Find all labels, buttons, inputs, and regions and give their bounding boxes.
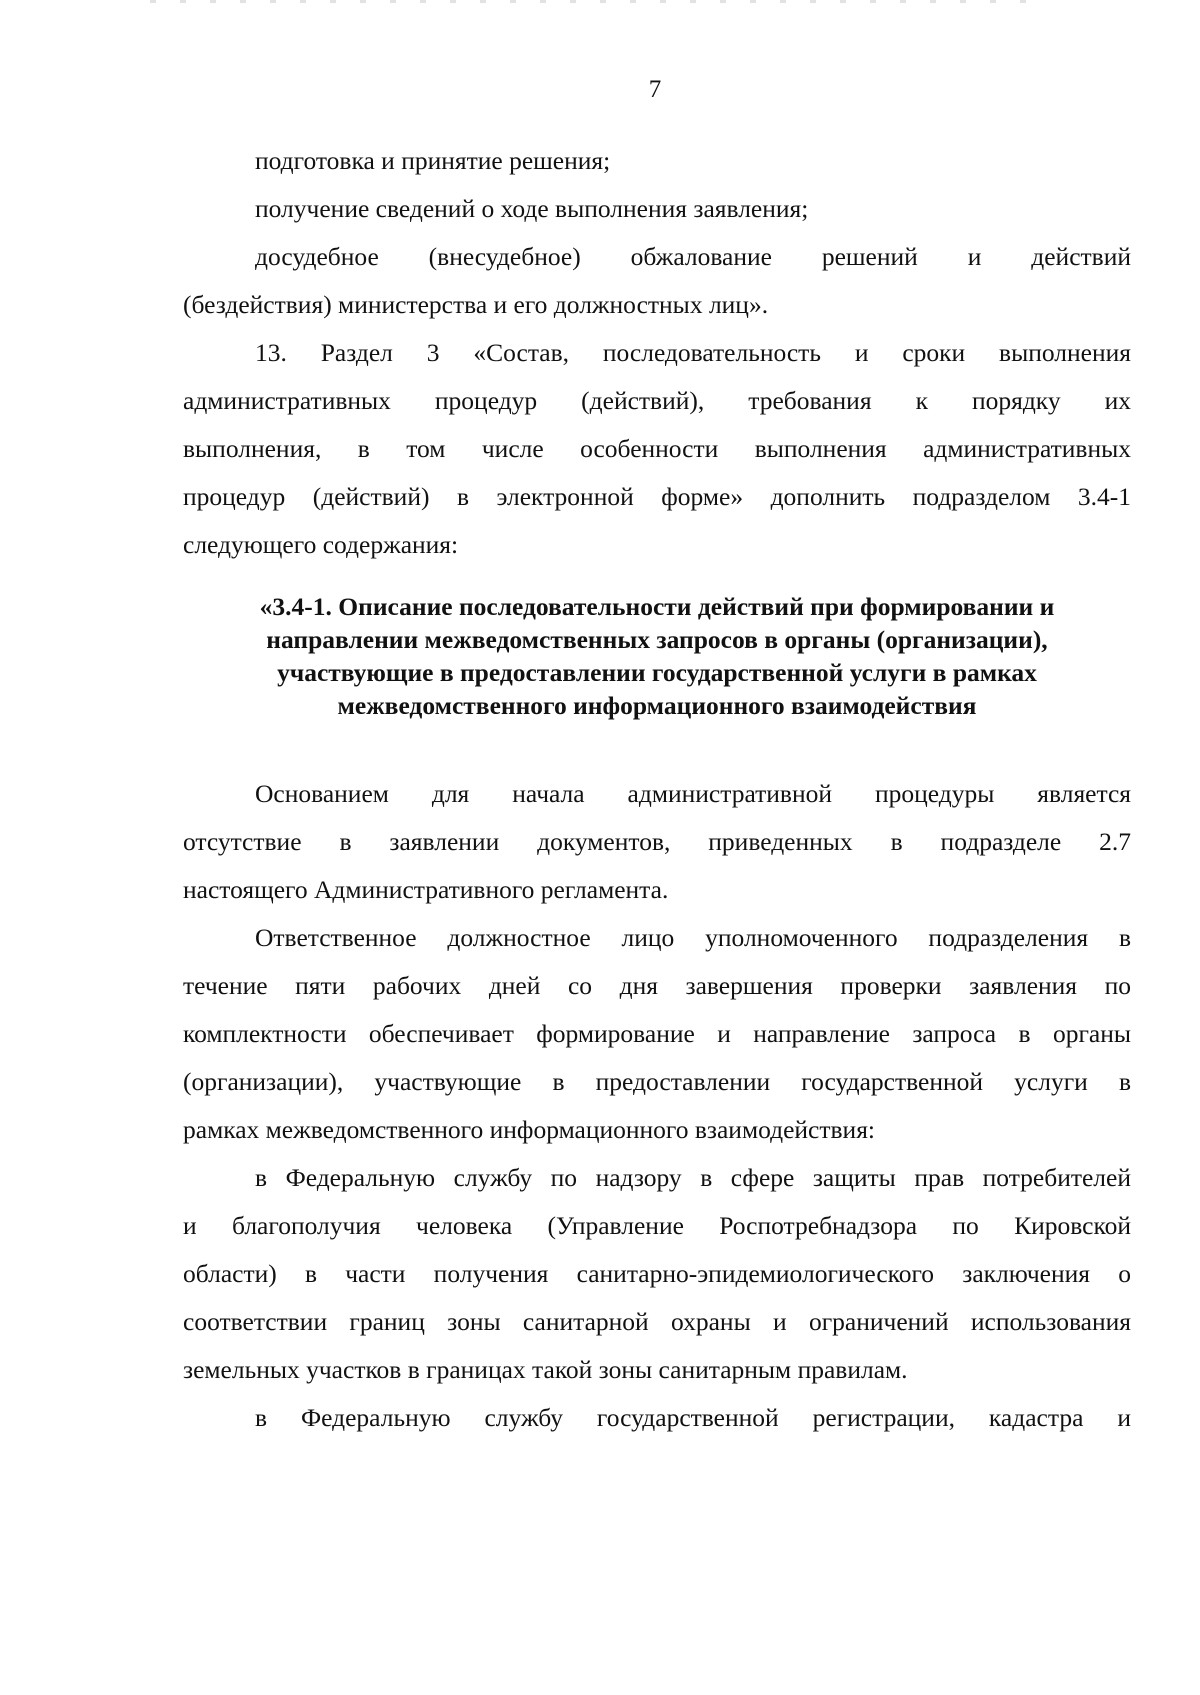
text-line: процедур (действий) в электронной форме» дополнить подразделом 3.4-1	[183, 482, 1131, 511]
text-line: области) в части получения санитарно-эпидемиологического заключения о	[183, 1259, 1131, 1288]
text-line: комплектности обеспечивает формирование и направление запроса в органы	[183, 1019, 1131, 1048]
text-line: настоящего Административного регламента.	[183, 875, 669, 904]
text-line: выполнения, в том числе особенности выполнения административных	[183, 434, 1131, 463]
text-line: досудебное (внесудебное) обжалование решений и действий	[255, 242, 1131, 271]
text-line: (бездействия) министерства и его должностных лиц».	[183, 290, 769, 319]
text-line: земельных участков в границах такой зоны санитарным правилам.	[183, 1355, 908, 1384]
section-heading-line: направлении межведомственных запросов в органы (организации),	[266, 625, 1048, 654]
text-line: подготовка и принятие решения;	[255, 146, 611, 175]
scan-edge-artifact	[150, 0, 1050, 3]
text-line: и благополучия человека (Управление Роспотребнадзора по Кировской	[183, 1211, 1131, 1240]
text-line: течение пяти рабочих дней со дня завершения проверки заявления по	[183, 971, 1131, 1000]
text-line: 13. Раздел 3 «Состав, последовательность и сроки выполнения	[255, 338, 1131, 367]
text-line: Основанием для начала административной процедуры является	[255, 779, 1131, 808]
section-heading-line: межведомственного информационного взаимодействия	[337, 691, 977, 720]
text-line: рамках межведомственного информационного взаимодействия:	[183, 1115, 876, 1144]
text-line: отсутствие в заявлении документов, приведенных в подразделе 2.7	[183, 827, 1131, 856]
text-line: Ответственное должностное лицо уполномоченного подразделения в	[255, 923, 1131, 952]
text-line: в Федеральную службу государственной регистрации, кадастра и	[255, 1403, 1131, 1432]
section-heading-line: «3.4-1. Описание последовательности действий при формировании и	[259, 592, 1055, 621]
text-line: административных процедур (действий), требования к порядку их	[183, 386, 1131, 415]
text-line: в Федеральную службу по надзору в сфере защиты прав потребителей	[255, 1163, 1131, 1192]
page-number: 7	[648, 76, 662, 103]
text-line: соответствии границ зоны санитарной охраны и ограничений использования	[183, 1307, 1131, 1336]
text-line: (организации), участвующие в предоставлении государственной услуги в	[183, 1067, 1131, 1096]
text-line: получение сведений о ходе выполнения заявления;	[255, 194, 809, 223]
section-heading-line: участвующие в предоставлении государственной услуги в рамках	[277, 658, 1037, 687]
text-line: следующего содержания:	[183, 530, 459, 559]
